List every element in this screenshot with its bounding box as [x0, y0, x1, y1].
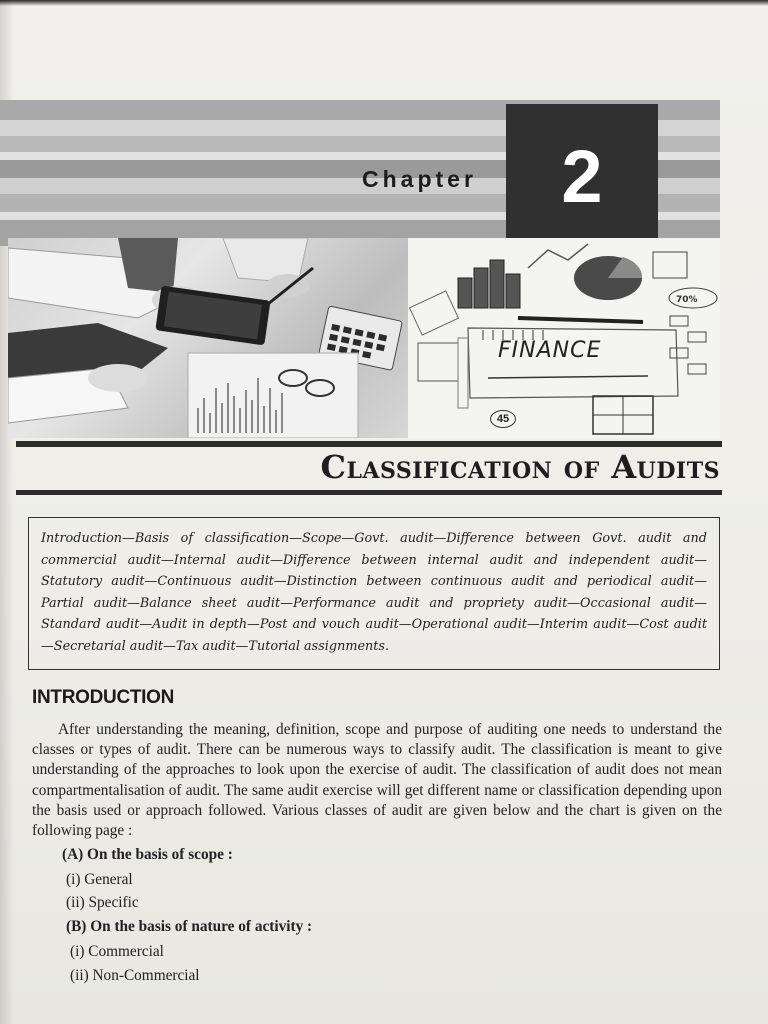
list-item: (i) General	[66, 871, 133, 888]
chapter-photo	[8, 238, 720, 438]
finance-sketch-image	[408, 238, 720, 438]
page-number: 45	[490, 410, 516, 428]
title-rule-bottom	[16, 490, 722, 495]
svg-text:70%: 70%	[676, 295, 698, 305]
class-heading-scope: (A) On the basis of scope :	[62, 846, 233, 863]
chapter-label: Chapter	[362, 166, 477, 192]
chapter-topics-box: Introduction—Basis of classification—Scope—Govt. audit—Difference between Govt. audit and commercial audit—Internal audit—Difference between internal audit and independent audit—Statutory audit—Continuous audit—Distinction between continuous audit and periodical audit—Partial audit—Balance sheet audit—Performance audit and propriety audit—Occasional audit— Standard audit—Audit in depth—Post and vouch audit—Operational audit—Interim audit—Cost audit—Secretarial audit—Tax audit—Tutorial assignments.	[28, 517, 720, 670]
class-heading-nature: (B) On the basis of nature of activity :	[66, 918, 313, 935]
chapter-title: Classification of Audits	[320, 448, 720, 486]
business-meeting-image	[8, 238, 408, 438]
chapter-number-box	[506, 104, 658, 248]
list-item: (ii) Non-Commercial	[70, 967, 200, 984]
finance-label: FINANCE	[498, 338, 602, 363]
list-item: (i) Commercial	[70, 943, 164, 960]
meeting-illustration	[8, 238, 408, 438]
introduction-heading: INTRODUCTION	[32, 687, 175, 708]
page-top-edge	[0, 0, 768, 6]
title-rule-top	[16, 441, 722, 447]
list-item: (ii) Specific	[66, 894, 139, 911]
chapter-number: 2	[561, 134, 603, 218]
introduction-paragraph: After understanding the meaning, definition, scope and purpose of auditing one needs to understand the classes or types of audit. There can be numerous ways to classify audit. The classification is meant to give understanding of the approaches to look upon the exercise of audit. The classification of audit does not mean compartmentalisation of audit. The same audit exercise will get different name or classification depending upon the basis used or approach followed. Various classes of audit are given below and the chart is given on the following page :	[32, 721, 722, 840]
